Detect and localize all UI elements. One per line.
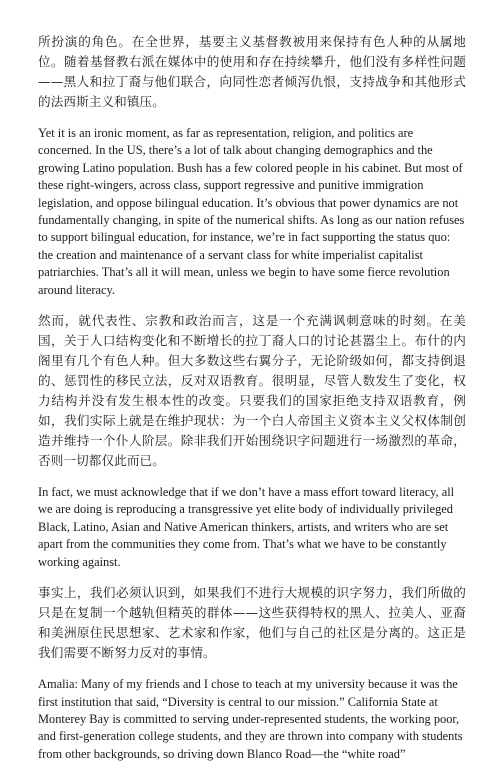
document-page [38, 32, 466, 775]
paragraph-en-3: Amalia: Many of my friends and I chose to teach at my university because it was the first institution that said, “Diversity is central to our mission.” California State at Monterey Bay is committed to serving under-represented students, the working poor, and first-generation college students, and they are thrown into company with students from other backgrounds, so driving down Blanco Road—the “white road” [38, 677, 463, 761]
paragraph-en-2: In fact, we must acknowledge that if we don’t have a mass effort toward literacy, all we are doing is reproducing a transgressive yet elite body of individually privileged Black, Latino, Asian and Native American thinkers, artists, and writers who are set apart from the communities they come from. That’s what we have to be constantly working against. [38, 485, 455, 569]
paragraph-zh-3: 事实上，我们必须认识到，如果我们不进行大规模的识字努力，我们所做的只是在复制一个越轨但精英的群体——这些获得特权的黑人、拉美人、亚裔和美洲原住民思想家、艺术家和作家，他们与自己的社区是分离的。这正是我们需要不断努力反对的事情。 [38, 585, 466, 661]
paragraph-zh-1: 所扮演的角色。在全世界，基要主义基督教被用来保持有色人种的从属地位。随着基督教右派在媒体中的使用和存在持续攀升，他们没有多样性问题——黑人和拉丁裔与他们联合，向同性恋者倾泻仇恨，支持战争和其他形式的法西斯主义和镇压。 [38, 34, 466, 109]
paragraph-en-1: Yet it is an ironic moment, as far as representation, religion, and politics are concerned. In the US, there’s a lot of talk about changing demographics and the growing Latino population. Bush has a few colored people in his cabinet. But most of these right-wingers, across class, support regressive and punitive immigration legislation, and oppose bilingual education. It’s obvious that power dynamics are not fundamentally changing, in spite of the numerical shifts. As long as our nation refuses to support bilingual education, for instance, we’re in fact supporting the status quo: the creation and maintenance of a servant class for white imperialist capitalist patriarchies. That’s all it will mean, unless we begin to have some fierce revolution around literacy. [38, 126, 465, 297]
paragraph-zh-2: 然而，就代表性、宗教和政治而言，这是一个充满讽刺意味的时刻。在美国，关于人口结构变化和不断增长的拉丁裔人口的讨论甚嚣尘上。布什的内阁里有几个有色人种。但大多数这些右翼分子，无论阶级如何，都支持倒退的、惩罚性的移民立法，反对双语教育。很明显，尽管人数发生了变化，权力结构并没有发生根本性的改变。只要我们的国家拒绝支持双语教育，例如，我们实际上就是在维护现状：为一个白人帝国主义资本主义父权体制创造并维持一个仆人阶层。除非我们开始围绕识字问题进行一场激烈的革命，否则一切都仅此而已。 [38, 313, 466, 469]
